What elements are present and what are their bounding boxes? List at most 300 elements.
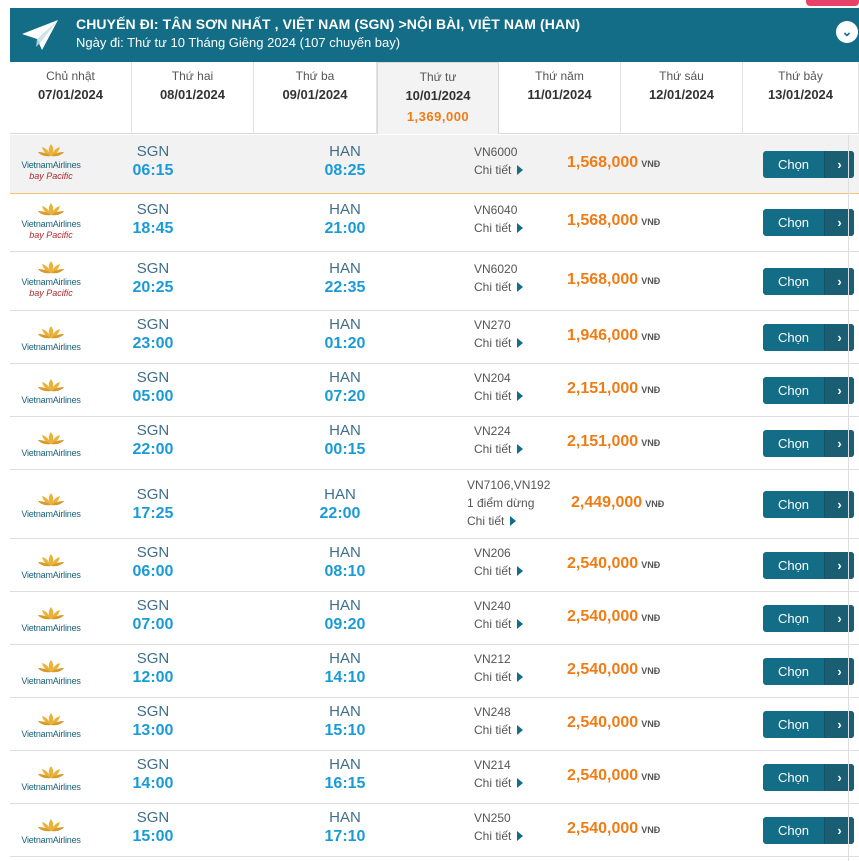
flight-number: VN270 <box>474 318 511 332</box>
price-amount: 2,540,000 <box>567 608 639 625</box>
flight-row[interactable] <box>10 698 859 751</box>
select-flight-button[interactable] <box>763 605 854 632</box>
flight-row[interactable] <box>10 645 859 698</box>
date-selector <box>10 62 859 134</box>
price-currency: VNĐ <box>641 438 661 448</box>
departure-airport: SGN <box>136 597 170 614</box>
flight-info <box>474 201 523 237</box>
arrival <box>315 316 375 353</box>
airline-name: VietnamAirlines <box>21 219 81 229</box>
select-flight-button[interactable] <box>763 268 854 295</box>
departure <box>123 369 183 406</box>
detail-link[interactable] <box>474 774 523 792</box>
fare-price <box>567 212 660 230</box>
flight-number: VN250 <box>474 811 511 825</box>
flight-number: VN240 <box>474 599 511 613</box>
arrival-airport: HAN <box>329 260 361 277</box>
caret-right-icon <box>517 672 523 682</box>
departure-time: 06:15 <box>132 162 174 179</box>
price-currency: VNĐ <box>641 719 661 729</box>
airline-name: VietnamAirlines <box>21 570 81 580</box>
departure-airport: SGN <box>136 422 170 439</box>
lotus-logo-icon <box>37 492 65 508</box>
flight-info <box>474 260 523 296</box>
price-currency: VNĐ <box>641 159 661 169</box>
select-flight-button[interactable] <box>763 764 854 791</box>
date-tab-date: 12/01/2024 <box>648 87 715 102</box>
price-amount: 2,540,000 <box>567 767 639 784</box>
price-amount: 2,151,000 <box>567 380 639 397</box>
detail-link-label: Chi tiết <box>474 776 512 790</box>
lotus-logo-icon <box>37 606 65 622</box>
flight-info <box>474 369 523 405</box>
price-amount: 1,946,000 <box>567 327 639 344</box>
date-tab-date: 08/01/2024 <box>159 87 226 102</box>
arrival-airport: HAN <box>329 809 361 826</box>
caret-right-icon <box>517 338 523 348</box>
detail-link-label: Chi tiết <box>474 163 512 177</box>
date-tab[interactable] <box>499 62 621 134</box>
fare-price <box>567 380 660 398</box>
detail-link-label: Chi tiết <box>474 670 512 684</box>
flight-number: VN248 <box>474 705 511 719</box>
arrival <box>310 486 370 523</box>
arrival-time: 15:10 <box>324 722 366 739</box>
arrival <box>315 756 375 793</box>
date-tab-weekday: Thứ bảy <box>778 69 823 83</box>
airline-name: VietnamAirlines <box>21 277 81 287</box>
airline-name: VietnamAirlines <box>21 395 81 405</box>
select-flight-button[interactable] <box>763 658 854 685</box>
date-tab[interactable] <box>743 62 859 134</box>
arrival-time: 22:00 <box>319 505 361 522</box>
airline-logo <box>16 553 86 580</box>
detail-link[interactable] <box>474 562 523 580</box>
detail-link[interactable] <box>474 827 523 845</box>
departure-time: 15:00 <box>132 828 174 845</box>
price-currency: VNĐ <box>641 217 661 227</box>
date-tab-date: 13/01/2024 <box>767 87 834 102</box>
date-tab-date: 07/01/2024 <box>37 87 104 102</box>
flight-info <box>474 650 523 686</box>
detail-link-label: Chi tiết <box>474 829 512 843</box>
departure-time: 05:00 <box>132 388 174 405</box>
arrival <box>315 650 375 687</box>
date-tab-weekday: Thứ ba <box>295 69 335 83</box>
departure-airport: SGN <box>136 260 170 277</box>
flight-row[interactable] <box>10 364 859 417</box>
caret-right-icon <box>517 165 523 175</box>
flight-info <box>474 316 523 352</box>
flight-number: VN6000 <box>474 145 518 159</box>
departure-airport: SGN <box>136 756 170 773</box>
arrival-airport: HAN <box>329 143 361 160</box>
trip-header <box>10 8 859 62</box>
trip-subtitle: Ngày đi: Thứ tư 10 Tháng Giêng 2024 (107 chuyến bay) <box>76 35 401 50</box>
arrival <box>315 703 375 740</box>
departure-time: 12:00 <box>132 669 174 686</box>
arrival-airport: HAN <box>329 756 361 773</box>
date-tab-lowest-price: 1,369,000 <box>406 109 470 124</box>
detail-link-label: Chi tiết <box>474 564 512 578</box>
departure-airport: SGN <box>136 201 170 218</box>
select-flight-button[interactable] <box>763 377 854 404</box>
airline-name: VietnamAirlines <box>21 623 81 633</box>
airline-logo <box>16 325 86 352</box>
arrival-airport: HAN <box>329 544 361 561</box>
departure-time: 17:25 <box>132 505 174 522</box>
chevron-right-icon: › <box>824 711 854 738</box>
departure <box>123 703 183 740</box>
price-currency: VNĐ <box>641 666 661 676</box>
price-currency: VNĐ <box>645 499 665 509</box>
flight-number: VN6020 <box>474 262 518 276</box>
departure <box>123 201 183 238</box>
departure-time: 14:00 <box>132 775 174 792</box>
date-tab-date: 10/01/2024 <box>405 88 471 103</box>
airline-name: VietnamAirlines <box>21 448 81 458</box>
airline-logo <box>16 260 86 298</box>
departure-time: 07:00 <box>132 616 174 633</box>
caret-right-icon <box>510 516 516 526</box>
airline-logo <box>16 202 86 240</box>
departure <box>123 597 183 634</box>
select-flight-button[interactable] <box>763 711 854 738</box>
arrival <box>315 201 375 238</box>
departure-airport: SGN <box>136 369 170 386</box>
lotus-logo-icon <box>37 260 65 276</box>
caret-right-icon <box>517 566 523 576</box>
select-button-label: Chọn <box>777 717 810 732</box>
airline-logo <box>16 143 86 181</box>
arrival-airport: HAN <box>329 703 361 720</box>
fare-price <box>567 154 660 172</box>
detail-link-label: Chi tiết <box>474 336 512 350</box>
flight-number: VN206 <box>474 546 511 560</box>
detail-link[interactable] <box>474 278 523 296</box>
date-tab[interactable] <box>254 62 377 134</box>
departure <box>123 544 183 581</box>
detail-link[interactable] <box>474 440 523 458</box>
detail-link[interactable] <box>474 721 523 739</box>
airline-logo <box>16 818 86 845</box>
select-flight-button[interactable] <box>763 209 854 236</box>
date-tab[interactable] <box>10 62 132 134</box>
lotus-logo-icon <box>37 765 65 781</box>
detail-link-label: Chi tiết <box>474 617 512 631</box>
caret-right-icon <box>517 444 523 454</box>
departure <box>123 756 183 793</box>
arrival-time: 08:10 <box>324 563 366 580</box>
departure-time: 20:25 <box>132 279 174 296</box>
chevron-right-icon: › <box>824 430 854 457</box>
date-tab-weekday: Thứ năm <box>535 69 584 83</box>
detail-link[interactable] <box>474 161 523 179</box>
price-currency: VNĐ <box>641 332 661 342</box>
airline-logo <box>16 492 86 519</box>
arrival <box>315 422 375 459</box>
airline-name: VietnamAirlines <box>21 729 81 739</box>
departure-airport: SGN <box>136 650 170 667</box>
fare-price <box>567 433 660 451</box>
departure <box>123 650 183 687</box>
select-flight-button[interactable] <box>763 552 854 579</box>
caret-right-icon <box>517 619 523 629</box>
flight-row[interactable] <box>10 592 859 645</box>
chevron-right-icon: › <box>824 491 854 518</box>
arrival <box>315 260 375 297</box>
select-button-label: Chọn <box>777 558 810 573</box>
top-corner-tab[interactable] <box>806 0 859 6</box>
date-tab[interactable] <box>377 62 499 134</box>
departure <box>123 316 183 353</box>
chevron-right-icon: › <box>824 324 854 351</box>
price-amount: 2,540,000 <box>567 661 639 678</box>
detail-link[interactable] <box>474 615 523 633</box>
detail-link-label: Chi tiết <box>474 442 512 456</box>
select-button-label: Chọn <box>777 157 810 172</box>
airline-logo <box>16 659 86 686</box>
departure <box>123 260 183 297</box>
arrival-airport: HAN <box>329 650 361 667</box>
flight-number: VN7106,VN192 <box>467 478 551 492</box>
select-button-label: Chọn <box>777 383 810 398</box>
chevron-right-icon: › <box>824 658 854 685</box>
date-tab-weekday: Thứ sáu <box>659 69 704 83</box>
select-button-label: Chọn <box>777 770 810 785</box>
departure <box>123 422 183 459</box>
price-currency: VNĐ <box>641 772 661 782</box>
select-button-label: Chọn <box>777 664 810 679</box>
airline-name: VietnamAirlines <box>21 782 81 792</box>
departure <box>123 143 183 180</box>
date-tab-date: 09/01/2024 <box>282 87 348 102</box>
arrival-time: 00:15 <box>324 441 366 458</box>
detail-link-label: Chi tiết <box>474 221 512 235</box>
trip-title: CHUYẾN ĐI: TÂN SƠN NHẤT , VIỆT NAM (SGN) >NỘI BÀI, VIỆT NAM (HAN) <box>76 16 581 32</box>
departure-airport: SGN <box>136 809 170 826</box>
flight-number: VN6040 <box>474 203 518 217</box>
arrival-airport: HAN <box>329 201 361 218</box>
lotus-logo-icon <box>37 818 65 834</box>
flight-number: VN204 <box>474 371 511 385</box>
airline-logo <box>16 431 86 458</box>
departure-airport: SGN <box>136 486 170 503</box>
detail-link[interactable] <box>474 387 523 405</box>
airline-logo <box>16 606 86 633</box>
detail-link[interactable] <box>474 334 523 352</box>
select-flight-button[interactable] <box>763 817 854 844</box>
arrival-airport: HAN <box>329 422 361 439</box>
flight-info <box>474 544 523 580</box>
select-flight-button[interactable] <box>763 491 854 518</box>
date-tab-weekday: Thứ hai <box>171 69 214 83</box>
fare-price <box>567 555 660 573</box>
arrival <box>315 544 375 581</box>
select-flight-button[interactable] <box>763 430 854 457</box>
arrival-time: 01:20 <box>324 335 366 352</box>
select-flight-button[interactable] <box>763 324 854 351</box>
arrival-time: 09:20 <box>324 616 366 633</box>
partner-airline: bay Pacific <box>29 288 73 298</box>
price-amount: 2,540,000 <box>567 714 639 731</box>
select-button-label: Chọn <box>777 274 810 289</box>
price-amount: 2,151,000 <box>567 433 639 450</box>
departure-time: 06:00 <box>132 563 174 580</box>
detail-link-label: Chi tiết <box>474 389 512 403</box>
detail-link-label: Chi tiết <box>474 280 512 294</box>
arrival-time: 16:15 <box>324 775 366 792</box>
airline-name: VietnamAirlines <box>21 676 81 686</box>
date-tab[interactable] <box>132 62 254 134</box>
departure <box>123 486 183 523</box>
price-amount: 2,449,000 <box>571 494 643 511</box>
date-tab[interactable] <box>621 62 743 134</box>
departure-time: 22:00 <box>132 441 174 458</box>
flight-info <box>474 143 523 179</box>
detail-link[interactable] <box>474 668 523 686</box>
departure-time: 23:00 <box>132 335 174 352</box>
airline-logo <box>16 712 86 739</box>
chevron-down-icon[interactable]: ⌄ <box>836 21 858 43</box>
flight-info <box>467 476 550 530</box>
flight-row[interactable] <box>10 470 859 539</box>
caret-right-icon <box>517 831 523 841</box>
price-amount: 1,568,000 <box>567 154 639 171</box>
lotus-logo-icon <box>37 712 65 728</box>
price-currency: VNĐ <box>641 385 661 395</box>
lotus-logo-icon <box>37 143 65 159</box>
select-button-label: Chọn <box>777 330 810 345</box>
fare-price <box>567 271 660 289</box>
flight-row[interactable] <box>10 311 859 364</box>
select-button-label: Chọn <box>777 215 810 230</box>
price-currency: VNĐ <box>641 613 661 623</box>
list-right-border <box>848 135 849 861</box>
lotus-logo-icon <box>37 202 65 218</box>
fare-price <box>567 608 660 626</box>
flight-row[interactable] <box>10 417 859 470</box>
stop-count: 1 điểm dừng <box>467 496 535 510</box>
departure-airport: SGN <box>136 544 170 561</box>
flight-number: VN224 <box>474 424 511 438</box>
select-flight-button[interactable] <box>763 151 854 178</box>
arrival-time: 21:00 <box>324 220 366 237</box>
departure-time: 18:45 <box>132 220 174 237</box>
chevron-right-icon: › <box>824 268 854 295</box>
flight-info <box>474 597 523 633</box>
fare-price <box>567 661 660 679</box>
date-tab-date: 11/01/2024 <box>527 87 592 102</box>
partner-airline: bay Pacific <box>29 171 73 181</box>
departure <box>123 809 183 846</box>
detail-link-label: Chi tiết <box>467 514 505 528</box>
lotus-logo-icon <box>37 325 65 341</box>
fare-price <box>567 767 660 785</box>
departure-airport: SGN <box>136 316 170 333</box>
select-button-label: Chọn <box>777 436 810 451</box>
detail-link[interactable] <box>467 512 550 530</box>
chevron-right-icon: › <box>824 209 854 236</box>
fare-price <box>567 327 660 345</box>
caret-right-icon <box>517 282 523 292</box>
chevron-right-icon: › <box>824 764 854 791</box>
partner-airline: bay Pacific <box>29 230 73 240</box>
flight-row[interactable] <box>10 804 859 857</box>
date-tab-weekday: Chủ nhật <box>46 69 95 83</box>
lotus-logo-icon <box>37 553 65 569</box>
flight-row[interactable] <box>10 539 859 592</box>
detail-link[interactable] <box>474 219 523 237</box>
price-currency: VNĐ <box>641 825 661 835</box>
departure-airport: SGN <box>136 703 170 720</box>
price-amount: 1,568,000 <box>567 212 639 229</box>
caret-right-icon <box>517 725 523 735</box>
flight-info <box>474 422 523 458</box>
lotus-logo-icon <box>37 378 65 394</box>
flight-row[interactable] <box>10 252 859 311</box>
arrival-airport: HAN <box>329 597 361 614</box>
airline-name: VietnamAirlines <box>21 160 81 170</box>
arrival-time: 08:25 <box>324 162 366 179</box>
chevron-right-icon: › <box>824 552 854 579</box>
fare-price <box>567 714 660 732</box>
flight-info <box>474 756 523 792</box>
departure-time: 13:00 <box>132 722 174 739</box>
price-amount: 1,568,000 <box>567 271 639 288</box>
caret-right-icon <box>517 778 523 788</box>
arrival-time: 17:10 <box>324 828 366 845</box>
arrival-airport: HAN <box>329 316 361 333</box>
detail-link-label: Chi tiết <box>474 723 512 737</box>
flight-number: VN214 <box>474 758 511 772</box>
arrival-airport: HAN <box>329 369 361 386</box>
price-amount: 2,540,000 <box>567 555 639 572</box>
flight-row[interactable] <box>10 194 859 252</box>
arrival-time: 14:10 <box>324 669 366 686</box>
chevron-right-icon: › <box>824 151 854 178</box>
chevron-right-icon: › <box>824 605 854 632</box>
arrival <box>315 369 375 406</box>
airline-name: VietnamAirlines <box>21 835 81 845</box>
arrival <box>315 597 375 634</box>
fare-price <box>571 494 664 512</box>
lotus-logo-icon <box>37 659 65 675</box>
price-amount: 2,540,000 <box>567 820 639 837</box>
flight-info <box>474 703 523 739</box>
price-currency: VNĐ <box>641 276 661 286</box>
select-button-label: Chọn <box>777 611 810 626</box>
paper-plane-icon <box>20 17 60 53</box>
arrival <box>315 143 375 180</box>
price-currency: VNĐ <box>641 560 661 570</box>
lotus-logo-icon <box>37 431 65 447</box>
airline-name: VietnamAirlines <box>21 342 81 352</box>
chevron-right-icon: › <box>824 377 854 404</box>
flight-row[interactable] <box>10 135 859 194</box>
flight-info <box>474 809 523 845</box>
arrival-time: 22:35 <box>324 279 366 296</box>
chevron-right-icon: › <box>824 817 854 844</box>
date-tab-weekday: Thứ tư <box>419 70 457 84</box>
caret-right-icon <box>517 223 523 233</box>
flight-row[interactable] <box>10 751 859 804</box>
flight-number: VN212 <box>474 652 511 666</box>
arrival-airport: HAN <box>324 486 356 503</box>
caret-right-icon <box>517 391 523 401</box>
airline-name: VietnamAirlines <box>21 509 81 519</box>
fare-price <box>567 820 660 838</box>
